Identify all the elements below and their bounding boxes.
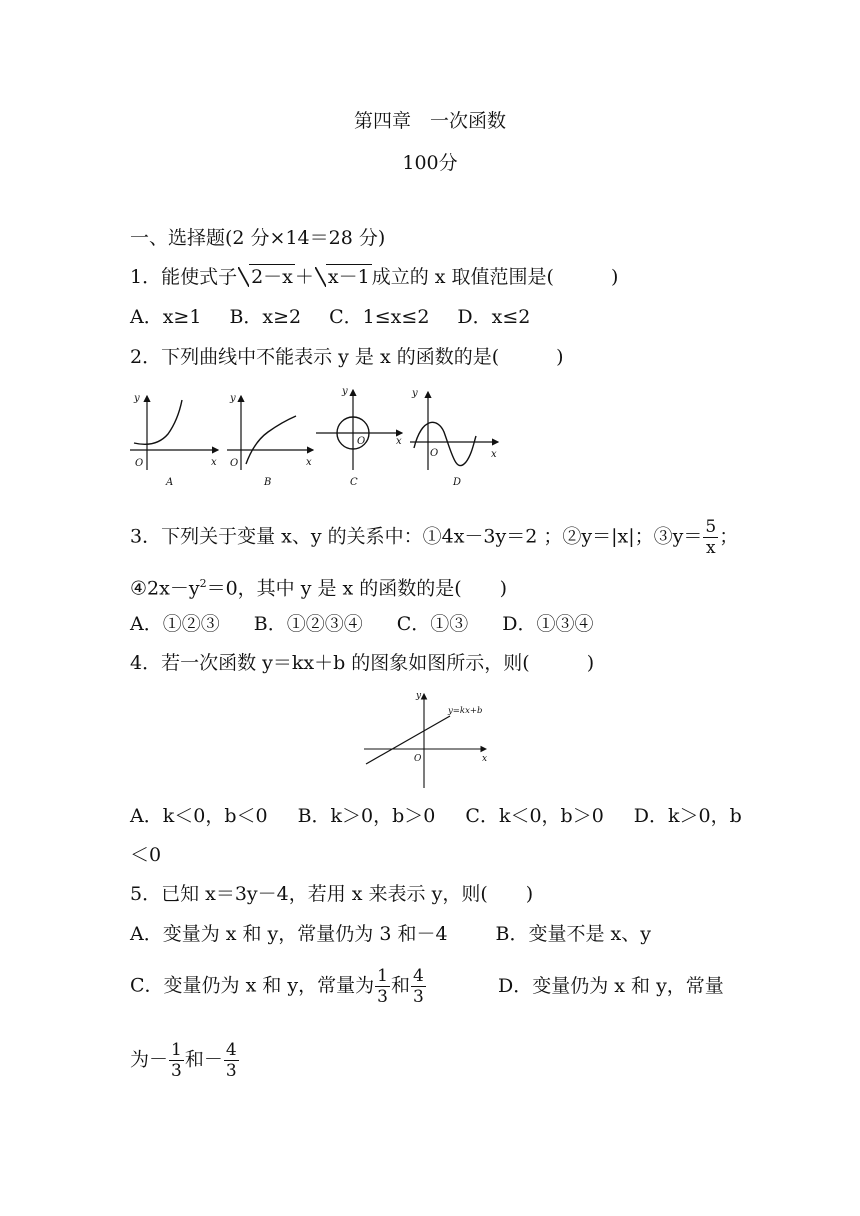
q5-option-c-fraction-2 bbox=[411, 966, 426, 1007]
q2-graphs-figure bbox=[120, 382, 510, 492]
q3-option-a: A．①②③ bbox=[130, 613, 220, 635]
q5-c-and: 和 bbox=[390, 974, 410, 997]
graph-c bbox=[316, 386, 402, 488]
q5-c-frac1-num: 1 bbox=[377, 966, 388, 986]
q4-option-a: A．k＜0，b＜0 bbox=[130, 805, 268, 827]
q5-c-frac2-num: 4 bbox=[412, 966, 424, 986]
q4-option-c: C．k＜0，b＞0 bbox=[465, 805, 604, 827]
q3-options bbox=[130, 612, 593, 636]
q5-option-d: D．变量仍为 x 和 y，常量 bbox=[498, 975, 724, 997]
question-2: 2．下列曲线中不能表示 y 是 x 的函数的是( ) bbox=[130, 346, 564, 368]
q4-option-d: D．k＞0，b bbox=[633, 805, 742, 827]
graph-a-x-label: x bbox=[211, 457, 217, 468]
q1-option-b: B．x≥2 bbox=[229, 306, 302, 328]
q5-c-frac1-den: 3 bbox=[377, 987, 388, 1007]
q5-options-ab bbox=[130, 922, 651, 946]
q5-option-c-text: C．变量仍为 x 和 y，常量为 bbox=[130, 974, 375, 997]
graph-c-origin-label: O bbox=[357, 436, 366, 447]
graph-d-label: D bbox=[453, 477, 462, 488]
q1-option-c: C．1≤x≤2 bbox=[329, 306, 430, 328]
q3-stem-end: ； bbox=[719, 525, 739, 548]
question-4: 4．若一次函数 y＝kx＋b 的图象如图所示，则( ) bbox=[130, 652, 595, 674]
graph-c-label: C bbox=[350, 477, 358, 488]
graph-d bbox=[410, 388, 498, 488]
q3-fraction-denominator: x bbox=[705, 538, 716, 558]
q5-d-prefix: 为－ bbox=[130, 1048, 169, 1071]
q1-radical-2: x－1 bbox=[327, 266, 370, 288]
q5-c-frac2-den: 3 bbox=[412, 987, 424, 1007]
q5-d-frac1-num: 1 bbox=[171, 1040, 182, 1060]
q3-exponent: 2 bbox=[199, 577, 207, 590]
q3-question: ＝0，其中 y 是 x 的函数的是( ) bbox=[206, 577, 508, 600]
graph-a bbox=[130, 393, 218, 488]
q3-relation-4: ④2x－y bbox=[130, 577, 200, 600]
graph-a-origin-label: O bbox=[135, 458, 144, 469]
q4-graph bbox=[360, 688, 500, 792]
question-3-line2 bbox=[130, 572, 507, 600]
chapter-title: 第四章 一次函数 bbox=[353, 110, 506, 132]
q4-function-line bbox=[366, 716, 450, 764]
graph-b-y-label: y bbox=[230, 393, 236, 404]
q5-d-frac1-den: 3 bbox=[171, 1061, 182, 1081]
graph-d-curve bbox=[414, 422, 476, 465]
q3-option-b: B．①②③④ bbox=[253, 613, 363, 635]
total-score: 100分 bbox=[402, 152, 458, 174]
q5-option-c bbox=[130, 966, 427, 1010]
q1-plus: ＋ bbox=[294, 266, 314, 288]
graph-a-curve bbox=[134, 400, 182, 444]
section-title: 一、选择题(2 分×14＝28 分) bbox=[130, 227, 386, 249]
graph-b-label: B bbox=[264, 477, 272, 488]
q5-d-and: 和－ bbox=[184, 1048, 223, 1071]
graph-a-y-label: y bbox=[134, 393, 140, 404]
graph-d-x-label: x bbox=[491, 449, 497, 460]
graph-c-y-label: y bbox=[342, 386, 348, 397]
q4-line-label: y=kx+b bbox=[448, 706, 483, 716]
q1-option-a: A．x≥1 bbox=[130, 306, 202, 328]
q3-fraction bbox=[703, 517, 718, 558]
graph-d-origin-label: O bbox=[430, 448, 439, 459]
q4-option-b: B．k＞0，b＞0 bbox=[297, 805, 436, 827]
graph-a-label: A bbox=[166, 477, 174, 488]
graph-c-x-label: x bbox=[396, 436, 402, 447]
q4-x-label: x bbox=[482, 754, 488, 764]
q5-d-frac2-num: 4 bbox=[225, 1040, 237, 1060]
q5-option-b: B．变量不是 x、y bbox=[495, 923, 651, 945]
q5-option-d-tail bbox=[130, 1040, 240, 1084]
q4-origin-label: O bbox=[414, 754, 422, 764]
q1-option-d: D．x≤2 bbox=[457, 306, 531, 328]
graph-b-curve bbox=[246, 416, 296, 464]
q5-d-frac2-den: 3 bbox=[225, 1061, 237, 1081]
question-3 bbox=[130, 517, 738, 558]
q3-option-d: D．①③④ bbox=[502, 613, 594, 635]
q1-options bbox=[130, 305, 530, 329]
graph-b-origin-label: O bbox=[230, 458, 239, 469]
question-1 bbox=[130, 264, 618, 289]
q5-option-a: A．变量为 x 和 y，常量仍为 3 和－4 bbox=[130, 923, 448, 945]
q3-fraction-numerator: 5 bbox=[705, 517, 717, 537]
q1-stem-end: 成立的 x 取值范围是( ) bbox=[371, 266, 619, 288]
question-5: 5．已知 x＝3y－4，若用 x 来表示 y，则( ) bbox=[130, 883, 534, 905]
q4-options bbox=[130, 804, 742, 828]
graph-b-x-label: x bbox=[306, 457, 312, 468]
q5-option-d-fraction-2 bbox=[224, 1040, 239, 1081]
q1-stem-start: 1．能使式子 bbox=[130, 266, 238, 288]
q1-radical-1: 2－x bbox=[251, 266, 293, 288]
graph-b bbox=[227, 393, 313, 488]
q5-option-d-fraction-1 bbox=[169, 1040, 184, 1081]
q5-option-c-fraction-1 bbox=[375, 966, 390, 1007]
q3-option-c: C．①③ bbox=[396, 613, 469, 635]
q3-stem: 3．下列关于变量 x、y 的关系中：①4x－3y＝2 ；②y＝|x|；③y＝ bbox=[130, 525, 703, 548]
q4-option-d-tail: ＜0 bbox=[130, 844, 162, 866]
graph-d-y-label: y bbox=[412, 388, 418, 399]
q4-y-label: y bbox=[416, 691, 422, 701]
